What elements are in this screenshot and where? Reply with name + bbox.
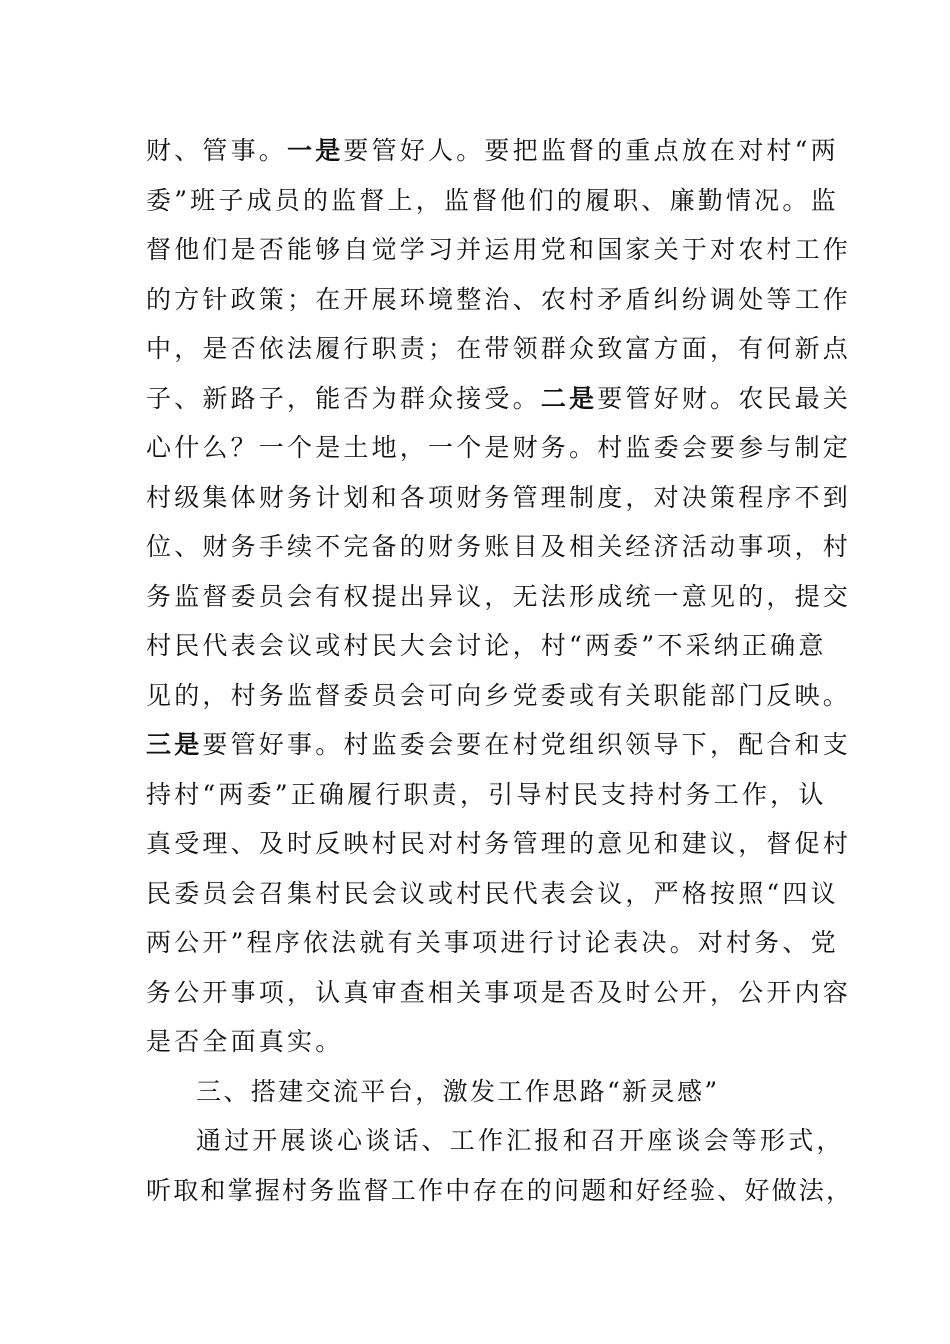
paragraph-line: [146, 1017, 796, 1067]
paragraph-line: [146, 225, 852, 275]
paragraph-line: [146, 671, 852, 721]
emphasis-text: 一是: [287, 136, 344, 165]
paragraph-line: [146, 275, 852, 325]
text-run: 务公开事项，认真审查相关事项是否及时公开，公开内容: [146, 977, 852, 1007]
paragraph-line: [146, 770, 827, 820]
text-run: 要管好人。要把监督的重点放在对村“两: [343, 136, 839, 165]
paragraph-line: [146, 423, 852, 473]
paragraph-line: [146, 374, 852, 424]
text-run: 的方针政策；在开展环境整治、农村矛盾纠纷调处等工作: [146, 284, 852, 314]
paragraph-line: [146, 819, 852, 869]
paragraph-line: 通过开展谈心谈话、工作汇报和召开座谈会等形式，: [196, 1126, 845, 1155]
paragraph-line: [146, 968, 852, 1018]
text-run: 两公开”程序依法就有关事项进行讨论表决。对村务、党: [146, 928, 839, 957]
emphasis-text: 三是: [146, 730, 203, 759]
text-run: 要管好事。村监委会要在村党组织领导下，配合和支: [202, 730, 852, 759]
paragraph-line: [146, 126, 839, 176]
text-run: 子、新路子，能否为群众接受。: [146, 383, 541, 413]
text-run: 真受理、及时反映村民对村务管理的意见和建议，督促村: [146, 829, 852, 858]
text-run: 村级集体财务计划和各项财务管理制度，对决策程序不到: [146, 482, 852, 512]
section-heading: 三、搭建交流平台，激发工作思路“新灵感”: [196, 1076, 720, 1106]
text-run: 民委员会召集村民会议或村民代表会议，严格按照“四议: [146, 878, 839, 908]
text-run: 督他们是否能够自觉学习并运用党和国家关于对农村工作: [146, 235, 852, 264]
emphasis-text: 二是: [540, 383, 598, 413]
text-run: 财、管事。: [146, 136, 288, 165]
body-text: [146, 126, 854, 1215]
text-run: 委”班子成员的监督上，监督他们的履职、廉勤情况。监: [146, 185, 839, 215]
text-run: 村民代表会议或村民大会讨论，村“两委”不采纳正确意: [146, 631, 827, 660]
paragraph-line: [146, 572, 852, 622]
text-run: 见的，村务监督委员会可向乡党委或有关职能部门反映。: [146, 680, 852, 710]
text-run: 是否全面真实。: [146, 1027, 344, 1056]
paragraph-line: [146, 324, 852, 374]
text-run: 持村“两委”正确履行职责，引导村民支持村务工作，认: [146, 779, 827, 809]
paragraph-line: [146, 522, 852, 572]
paragraph-supervision-duties: [146, 126, 852, 1067]
text-run: 要管好财。农民最关: [597, 383, 852, 413]
paragraph-line: [146, 869, 839, 919]
paragraph-line: [146, 918, 839, 968]
paragraph-line: [146, 621, 827, 671]
text-run: 位、财务手续不完备的财务账目及相关经济活动事项，村: [146, 532, 852, 561]
paragraph-line: [146, 720, 852, 770]
text-run: 中，是否依法履行职责；在带领群众致富方面，有何新点: [146, 334, 852, 363]
text-run: 心什么？一个是土地，一个是财务。村监委会要参与制定: [146, 433, 852, 462]
paragraph-line: 听取和掌握村务监督工作中存在的问题和好经验、好做法，: [146, 1175, 854, 1205]
paragraph-line: [146, 473, 852, 523]
paragraph-line: [146, 176, 839, 226]
text-run: 务监督委员会有权提出异议，无法形成统一意见的，提交: [146, 581, 852, 611]
